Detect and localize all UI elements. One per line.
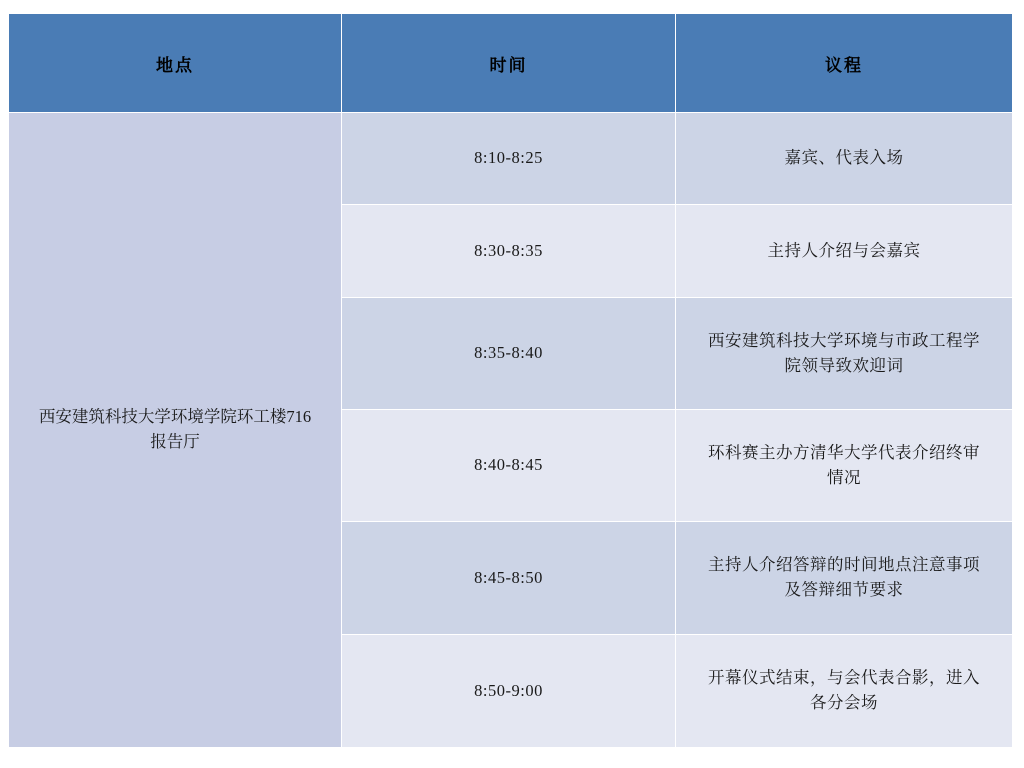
table-row xyxy=(9,113,1013,205)
time-cell: 8:50-9:00 xyxy=(342,635,676,748)
time-cell: 8:35-8:40 xyxy=(342,298,676,410)
agenda-item-cell: 西安建筑科技大学环境与市政工程学院领导致欢迎词 xyxy=(676,298,1013,410)
time-cell: 8:45-8:50 xyxy=(342,522,676,635)
time-cell: 8:40-8:45 xyxy=(342,410,676,522)
time-cell: 8:30-8:35 xyxy=(342,205,676,298)
header-row xyxy=(9,14,1013,113)
column-header-place: 地点 xyxy=(9,14,342,113)
agenda-item-cell: 开幕仪式结束，与会代表合影，进入各分会场 xyxy=(676,635,1013,748)
time-cell: 8:10-8:25 xyxy=(342,113,676,205)
agenda-item-cell: 嘉宾、代表入场 xyxy=(676,113,1013,205)
place-cell: 西安建筑科技大学环境学院环工楼716报告厅 xyxy=(9,113,342,748)
table-header xyxy=(9,14,1013,113)
agenda-item-cell: 环科赛主办方清华大学代表介绍终审情况 xyxy=(676,410,1013,522)
agenda-table xyxy=(8,13,1013,748)
table-body xyxy=(9,113,1013,748)
agenda-item-cell: 主持人介绍答辩的时间地点注意事项及答辩细节要求 xyxy=(676,522,1013,635)
agenda-item-cell: 主持人介绍与会嘉宾 xyxy=(676,205,1013,298)
column-header-time: 时间 xyxy=(342,14,676,113)
column-header-item: 议程 xyxy=(676,14,1013,113)
